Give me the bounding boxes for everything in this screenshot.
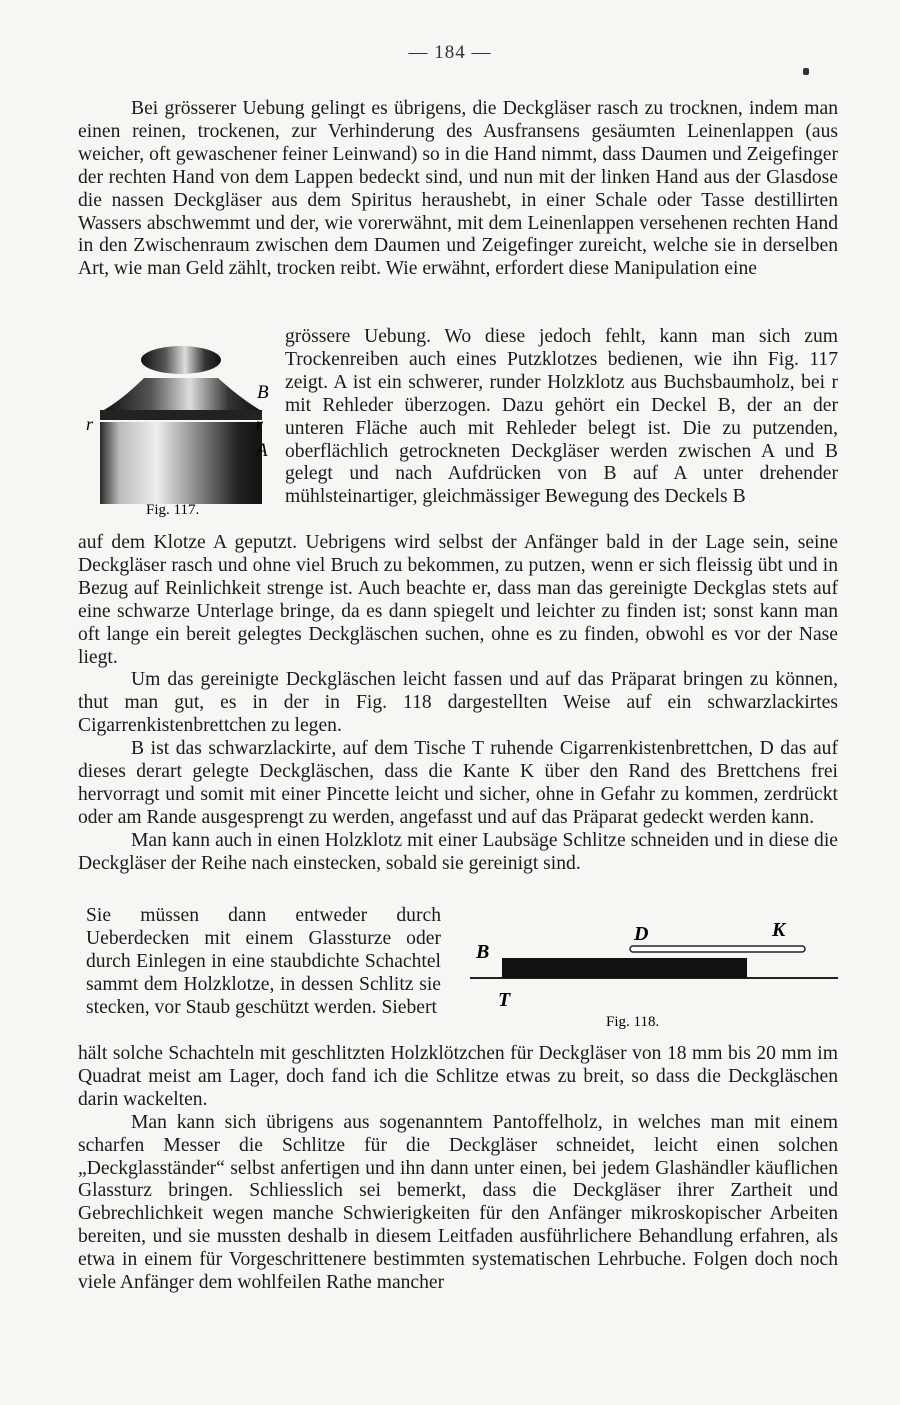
paragraph-4-top: Man kann auch in einen Holzklotz mit einer Laubsäge Schlitze schneiden und in diese die Deckgläser der Reihe nach einstecken, sobald sie gereinigt sind. [78, 829, 838, 874]
fig117-label-r-left: r [86, 414, 94, 434]
lid-knob-shape [141, 346, 221, 374]
figure-117-cleaning-block [84, 338, 284, 520]
fig118-label-D: D [634, 923, 649, 945]
fig117-caption: Fig. 117. [146, 502, 200, 518]
paragraph-drying [78, 98, 838, 281]
paragraph-4-wrap: Sie müssen dann entweder durch Ueberdecken mit einem Glassturze oder durch Einlegen in eine staubdichte Schachtel sammt dem Holzklotze, in dessen Schlitz sie stecken, vor Staub geschützt werden. Siebert [86, 905, 441, 1018]
paragraph-1-top: Bei grösserer Uebung gelingt es übrigens, die Deckgläser rasch zu trocknen, indem man einen reinen, trockenen, zur Verhinderung des Ausfransens gesäumten Leinenlappen (aus weicher, oft gewaschener feiner Leinwand) so in die Hand nimmt, dass Daumen und Zeigefinger der rechten Hand von dem Lappen bedeckt sind, und nun mit der linken Hand aus der Glasdose die nassen Deckgläser aus dem Spiritus heraushebt, in einer Schale oder Tasse destillirten Wassers abschwemmt und der, wie vorerwähnt, mit dem Leinenlappen versehenen rechten Hand in den Zwischenraum zwischen dem Daumen und Zeigefinger zureicht, welche sie in derselben Art, wie man Geld zählt, trocken reibt. Wie erwähnt, erfordert diese Manipulation eine [78, 98, 838, 280]
paragraph-wrap-fig118 [86, 905, 441, 1020]
lid-shape [104, 378, 260, 410]
paragraph-wrap-fig117 [285, 326, 838, 509]
fig118-caption: Fig. 118. [606, 1014, 660, 1030]
fig118-label-T: T [498, 989, 511, 1011]
fig117-label-r-right: r [256, 414, 264, 434]
text-block-bottom [78, 1043, 838, 1295]
cylinder-block-shape [100, 422, 262, 504]
board-shape [502, 958, 747, 978]
fig117-label-A: A [256, 440, 268, 461]
fig118-label-K: K [772, 919, 786, 941]
paragraph-3: B ist das schwarzlackirte, auf dem Tische T ruhende Cigarrenkistenbrettchen, D das auf dieses derart gelegte Deckgläschen, dass die Kante K über den Rand des Brettchens frei hervorragt und somit mit einer Pincette leicht und sicher, ohne in Gefahr zu kommen, zerdrückt oder am Rande ausgesprengt zu werden, angefasst und auf das Präparat gedeckt werden kann. [78, 738, 838, 828]
paragraph-1-wrap: grössere Uebung. Wo diese jedoch fehlt, kann man sich zum Trockenreiben auch eines Putzklotzes bedienen, wie ihn Fig. 117 zeigt. A ist ein schwerer, runder Holzklotz aus Buchsbaumholz, bei r mit Rehleder überzogen. Dazu gehört ein Deckel B, der an der unteren Fläche auch mit Rehleder belegt ist. Die zu putzenden, oberflächlich getrockneten Deckgläser werden zwischen A und B gelegt und nach Aufdrücken von B auf A unter drehender mühlsteinartiger, gleichmässiger Bewegung des Deckels B [285, 326, 838, 508]
paragraph-1-rest: auf dem Klotze A geputzt. Uebrigens wird selbst der Anfänger bald in der Lage sein, seine Deckgläser rasch und ohne viel Bruch zu bekommen, zu putzen, wenn er sich fleissig übt und in Bezug auf Reinlichkeit strenge ist. Auch beachte er, dass man das gereinigte Deckglas stets auf eine schwarze Unterlage bringe, da es dann spiegelt und leichter zu finden ist; sonst kann man oft lange ein bereit gelegtes Deckgläschen suchen, ohne es zu finden, obwohl es vor der Nase liegt. [78, 532, 838, 668]
paragraph-5: Man kann sich übrigens aus sogenanntem Pantoffelholz, in welches man mit einem scharfen Messer die Schlitze für die Deckgläser schneidet, leicht einen solchen „Deckglasständer“ selbst anfertigen und ihn dann unter einen, bei jedem Glashändler käuflichen Glassturz bringen. Schliesslich sei bemerkt, dass die Deckgläser ihrer Zartheit und Gebrechlichkeit wegen manche Schwierigkeiten für den Anfänger mikroskopischer Arbeiten bereiten, und sie mussten deshalb in diesem Leitfaden ausführlichere Behandlung erfahren, als etwa in einem für Vorgeschrittenere bestimmten systematischen Lehrbuche. Folgen doch noch viele Anfänger dem wohlfeilen Rathe mancher [78, 1111, 838, 1294]
leather-band-shape [100, 410, 262, 420]
paragraph-4-rest: hält solche Schachteln mit geschlitzten Holzklötzchen für Deckgläser von 18 mm bis 20 mm im Quadrat meist am Lager, doch fand ich die Schlitze etwas zu breit, so dass die Deckgläschen darin wackelten. [78, 1043, 838, 1110]
paragraph-2: Um das gereinigte Deckgläschen leicht fassen und auf das Präparat bringen zu können, thut man gut, es in der in Fig. 118 dargestellten Weise auf ein schwarzlackirtes Cigarrenkistenbrettchen zu legen. [78, 669, 838, 737]
coverslip-shape [630, 946, 805, 952]
fig118-label-B: B [476, 941, 490, 963]
page-number: — 184 — [408, 42, 492, 63]
fig117-label-B: B [257, 382, 269, 403]
ink-speck [803, 68, 809, 75]
figure-118-coverslip-board [470, 912, 840, 1037]
text-block-middle [78, 532, 838, 876]
